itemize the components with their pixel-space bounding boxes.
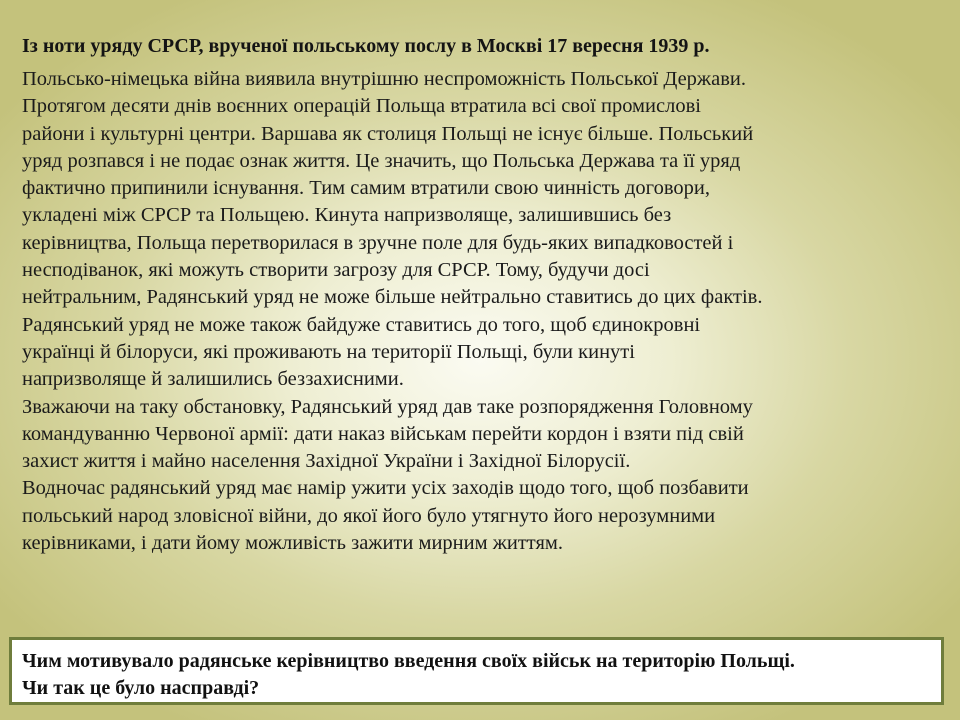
body-line: Протягом десяти днів воєнних операцій Польща втратила всі свої промислові (22, 95, 701, 118)
question-line: Чим мотивувало радянське керівництво введення своїх військ на територію Польщі. (22, 650, 795, 672)
body-line: польський народ зловісної війни, до якої його було утягнуто його нерозумними (22, 504, 716, 527)
document-title: Із ноти уряду СРСР, врученої польському послу в Москві 17 вересня 1939 р. (22, 35, 710, 57)
body-line: Польсько-німецька війна виявила внутрішню неспроможність Польської Держави. (22, 68, 746, 90)
body-line: Зважаючи на таку обстановку, Радянський уряд дав таке розпорядження Головному (22, 395, 753, 418)
body-line: фактично припинили існування. Тим самим втратили свою чинність договори, (22, 177, 710, 200)
body-line: захист життя і майно населення Західної України і Західної Білорусії. (22, 450, 631, 473)
body-line: командуванню Червоної армії: дати наказ військам перейти кордон і взяти під свій (22, 422, 744, 445)
question-line: Чи так це було насправді? (22, 677, 260, 699)
body-line: несподіванок, які можуть створити загрозу для СРСР. Тому, будучи досі (22, 259, 650, 282)
body-line: уряд розпався і не подає ознак життя. Це значить, що Польська Держава та її уряд (22, 149, 741, 172)
body-line: нейтральним, Радянський уряд не може більше нейтрально ставитись до цих фактів. (22, 286, 763, 309)
body-line: райони і культурні центри. Варшава як столиця Польщі не існує більше. Польський (22, 122, 754, 145)
body-line: Радянський уряд не може також байдуже ставитись до того, щоб єдинокровні (22, 313, 701, 336)
body-line: керівництва, Польща перетворилася в зручне поле для будь-яких випадковостей і (22, 231, 734, 254)
question-box (9, 637, 944, 705)
body-line: керівниками, і дати йому можливість зажити мирним життям. (22, 532, 564, 555)
document-body (22, 66, 942, 557)
body-line: укладені між СРСР та Польщею. Кинута напризволяще, залишившись без (22, 204, 672, 227)
body-line: напризволяще й залишились беззахисними. (22, 368, 404, 391)
body-line: Водночас радянський уряд має намір ужити усіх заходів щодо того, щоб позбавити (22, 477, 749, 500)
body-line: українці й білоруси, які проживають на території Польщі, були кинуті (22, 340, 635, 363)
